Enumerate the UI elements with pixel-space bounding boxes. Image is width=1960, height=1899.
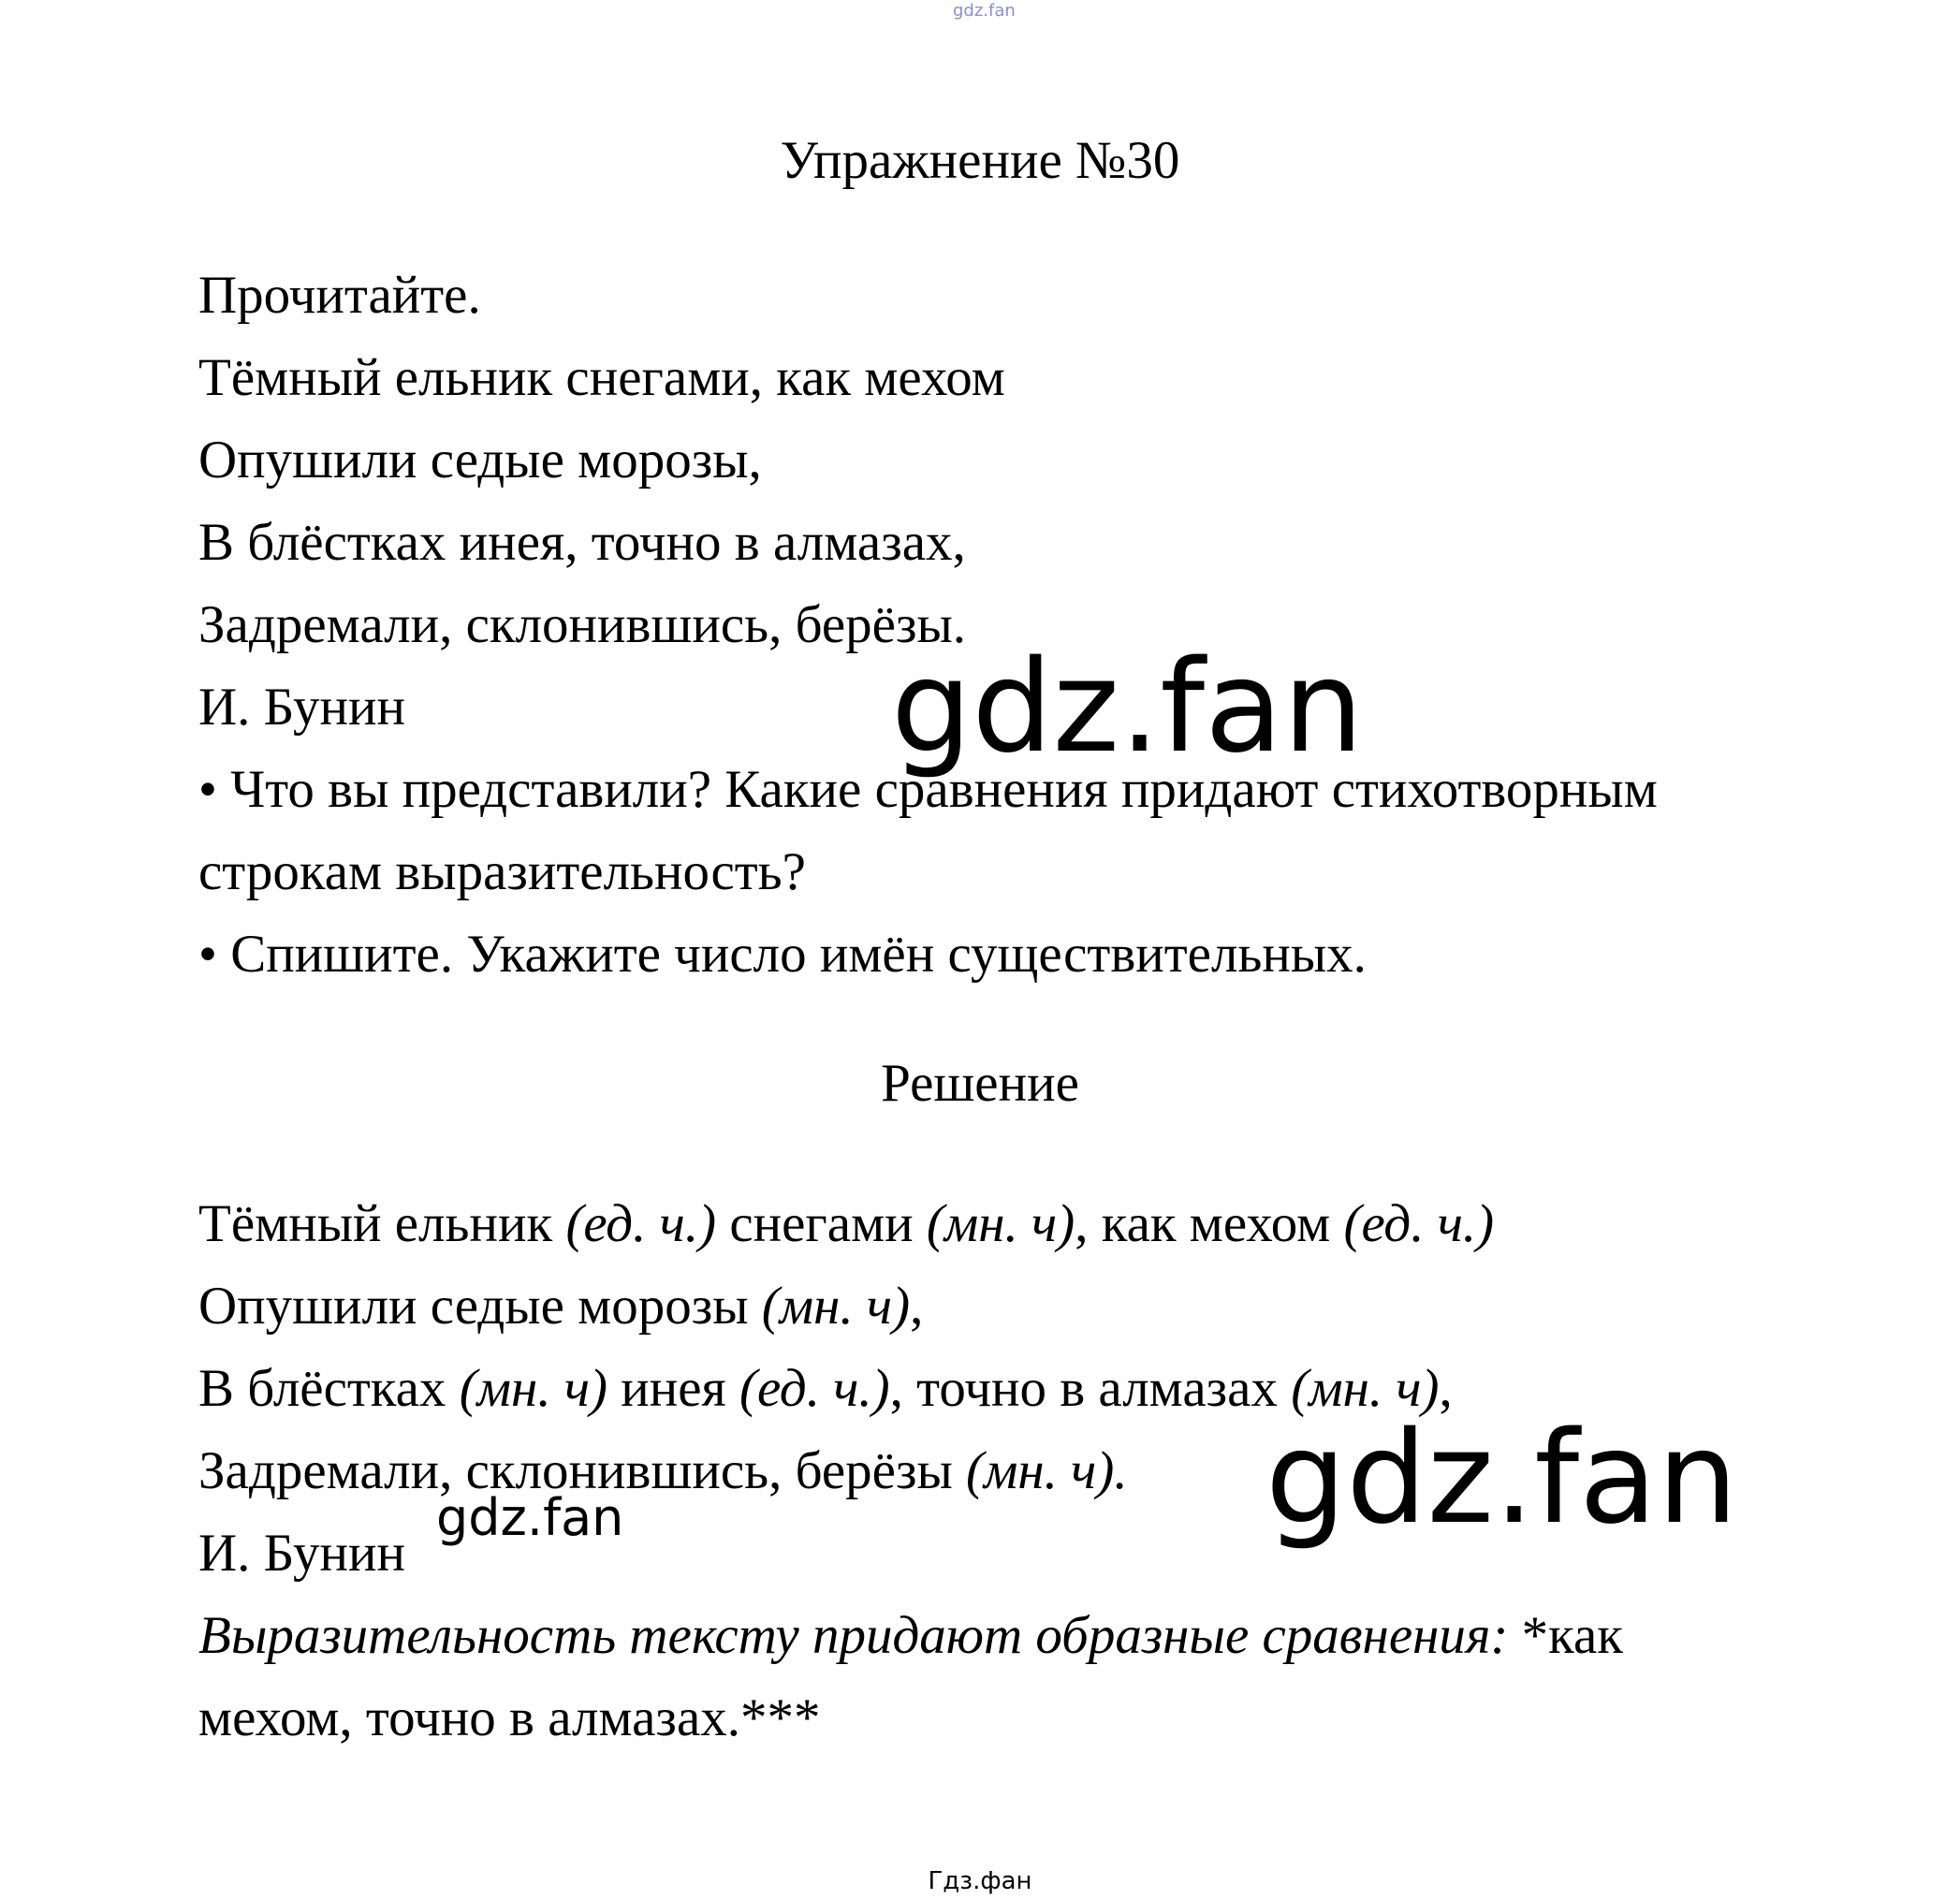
watermark-small: gdz.fan (436, 1488, 624, 1547)
text: Опушили седые морозы (198, 1277, 762, 1336)
text: , (910, 1277, 924, 1336)
number-mark: (мн. ч). (966, 1441, 1128, 1500)
text: Тёмный ельник (198, 1194, 566, 1253)
text: инея (607, 1359, 740, 1418)
number-mark: (мн. ч) (1291, 1359, 1440, 1418)
number-mark: (мн. ч) (459, 1359, 607, 1418)
solution-line-3 (198, 1351, 1453, 1426)
solution-author: И. Бунин (198, 1524, 405, 1583)
poem-line-3: В блёстках инея, точно в алмазах, (198, 513, 966, 572)
task-instruction: Прочитайте. (198, 266, 481, 325)
solution-line-4 (198, 1434, 1128, 1509)
text: В блёстках (198, 1359, 460, 1418)
number-mark: (мн. ч) (926, 1194, 1075, 1253)
text: , точно в алмазах (889, 1359, 1292, 1418)
number-mark: (мн. ч) (761, 1277, 911, 1336)
solution-heading: Решение (881, 1054, 1079, 1113)
poem-author: И. Бунин (198, 678, 405, 737)
answer-italic: Выразительность тексту придают образные сравнения: (198, 1606, 1522, 1665)
solution-line-2 (198, 1269, 923, 1344)
answer-line-2: мехом, точно в алмазах.*** (198, 1688, 821, 1747)
number-mark: (ед. ч.) (565, 1194, 717, 1253)
footer-text: Гдз.фан (928, 1867, 1032, 1895)
answer-line-1 (198, 1599, 1623, 1673)
question-2: • Спишите. Укажите число имён существительных. (198, 925, 1367, 984)
text: снегами (716, 1194, 927, 1253)
text: Задремали, склонившись, берёзы (198, 1441, 967, 1500)
question-1-line-1: • Что вы представили? Какие сравнения придают стихотворным (198, 760, 1658, 819)
poem-line-4: Задремали, склонившись, берёзы. (198, 595, 967, 654)
exercise-title: Упражнение №30 (780, 131, 1180, 190)
question-1-line-2: строкам выразительность? (198, 842, 806, 901)
top-watermark: gdz.fan (953, 1, 1016, 21)
number-mark: (ед. ч.) (739, 1359, 890, 1418)
text: , (1439, 1359, 1453, 1418)
watermark-large-2: gdz.fan (1265, 1405, 1738, 1553)
poem-line-2: Опушили седые морозы, (198, 431, 762, 489)
answer-tail: *как (1521, 1606, 1623, 1665)
solution-line-1 (198, 1187, 1494, 1262)
text: , как мехом (1075, 1194, 1344, 1253)
poem-line-1: Тёмный ельник снегами, как мехом (198, 348, 1005, 407)
number-mark: (ед. ч.) (1343, 1194, 1495, 1253)
watermark-large-1: gdz.fan (891, 634, 1364, 782)
